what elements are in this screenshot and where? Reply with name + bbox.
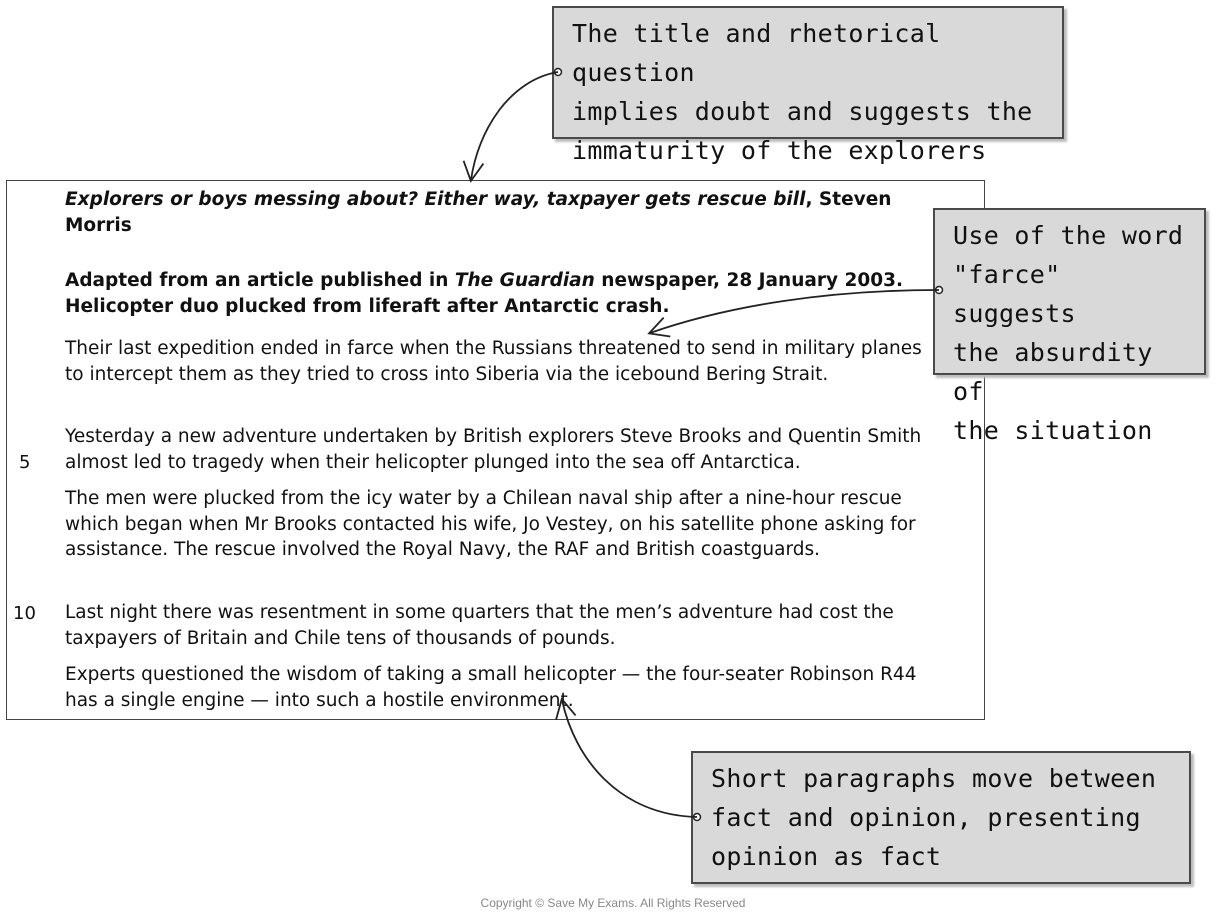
source-title <box>65 187 945 238</box>
paragraph-3: The men were plucked from the icy water by a Chilean naval ship after a nine-hour rescue which began when Mr Brooks contacted his wife, Jo Vestey, on his satellite phone asking for assistance. The rescue involved the Royal Navy, the RAF and British coastguards. <box>65 488 916 560</box>
source-title-italic: Explorers or boys messing about? Either way, taxpayer gets rescue bill <box>65 189 806 210</box>
paragraph-1: Their last expedition ended in farce when the Russians threatened to send in military planes to intercept them as they tried to cross into Siberia via the icebound Bering Strait. <box>65 338 922 385</box>
paragraph-5: Experts questioned the wisdom of taking a small helicopter — the four-seater Robinson R44 has a single engine — into such a hostile environment. <box>65 664 917 711</box>
source-subtitle: Adapted from an article published in The Guardian newspaper, 28 January 2003. Helicopter duo plucked from liferaft after Antarctic crash. <box>65 270 904 317</box>
line-number-10: 10 <box>13 603 36 624</box>
annotation-title-question: The title and rhetorical question implies doubt and suggests the immaturity of the explorers <box>552 6 1064 139</box>
annotation-short-paragraphs: Short paragraphs move between fact and opinion, presenting opinion as fact <box>691 751 1191 884</box>
arrow-to-title <box>471 69 562 181</box>
line-number-5: 5 <box>19 452 31 473</box>
annotation-farce: Use of the word "farce" suggests the absurdity of the situation <box>933 208 1206 375</box>
copyright-notice: Copyright © Save My Exams. All Rights Reserved <box>480 896 746 910</box>
newspaper-name: The Guardian <box>454 270 595 291</box>
paragraph-2: Yesterday a new adventure undertaken by British explorers Steve Brooks and Quentin Smith almost led to tragedy when their helicopter plunged into the sea off Antarctica. <box>65 426 922 473</box>
source-author: , Steven Morris <box>65 189 892 236</box>
paragraph-4: Last night there was resentment in some quarters that the men’s adventure had cost the taxpayers of Britain and Chile tens of thousands of pounds. <box>65 602 894 649</box>
